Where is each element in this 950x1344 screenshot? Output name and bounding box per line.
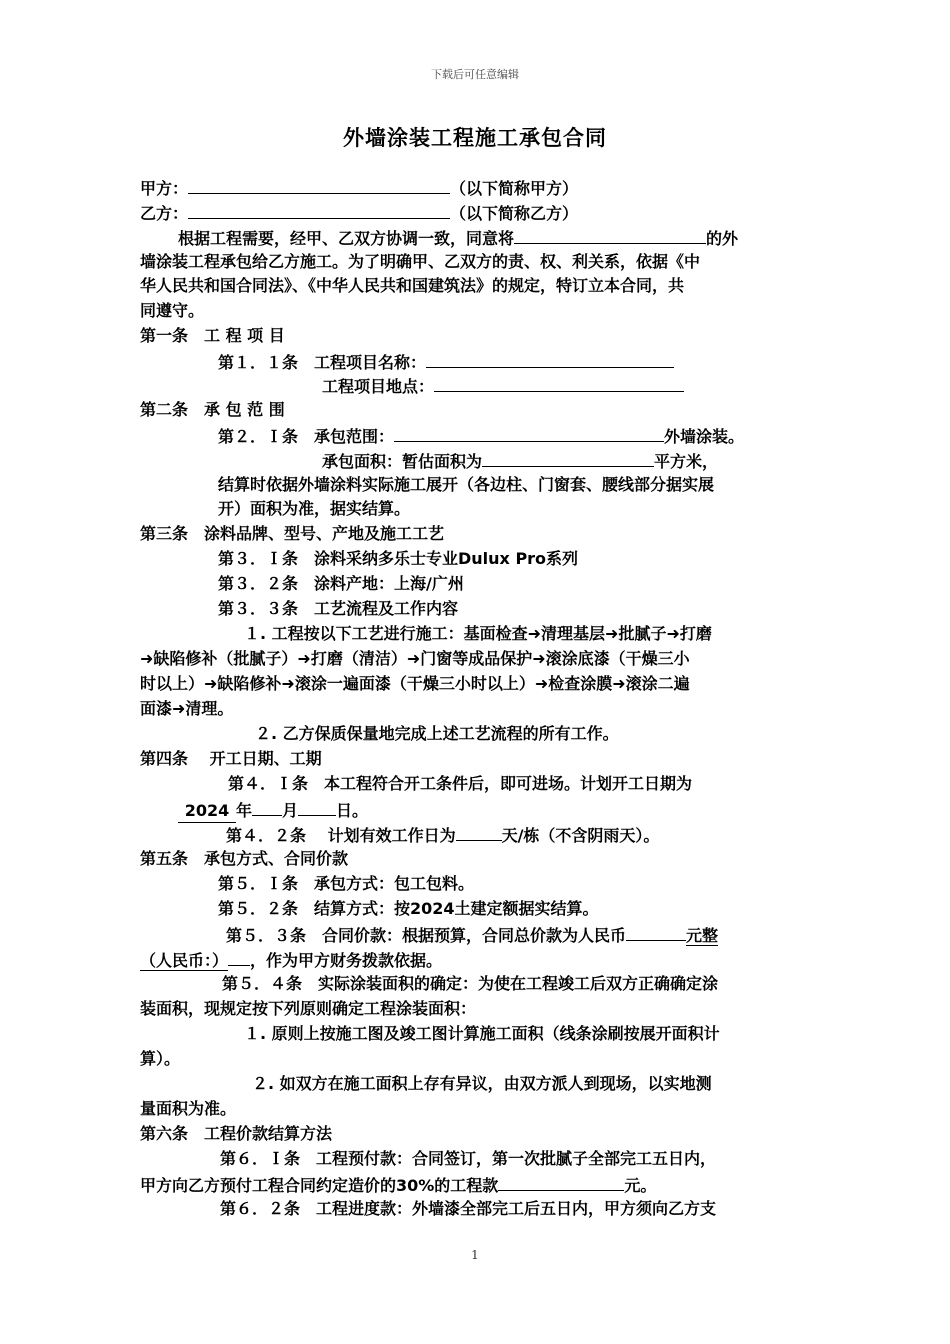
clause-6-1-line-1: 第６．Ｉ条 工程预付款：合同签订，第一次批腻子全部完工五日内， bbox=[220, 1149, 717, 1168]
clause-text: 平方米， bbox=[654, 452, 719, 471]
clause-6-1-line-2 bbox=[140, 1173, 656, 1195]
area-field[interactable] bbox=[482, 449, 654, 467]
intro-text: 的外 bbox=[706, 229, 739, 248]
project-name-field[interactable] bbox=[426, 350, 674, 368]
process-line-2: ➜缺陷修补（批腻子）➜打磨（清洁）➜门窗等成品保护➜滚涂底漆（干燥三小 bbox=[140, 649, 690, 668]
page-title: 外墙涂装工程施工承包合同 bbox=[343, 126, 607, 150]
yuan-zheng-label: 元整 bbox=[686, 926, 719, 945]
intro-line-3: 华人民共和国合同法》、《中华人民共和国建筑法》的规定，特订立本合同，共 bbox=[140, 276, 685, 295]
year-unit: 年 bbox=[236, 801, 253, 820]
party-a-line bbox=[140, 176, 578, 198]
rule-2-line-1: ２. 如双方在施工面积上存有异议，由双方派人到现场，以实地测 bbox=[252, 1074, 712, 1093]
clause-4-2 bbox=[226, 823, 659, 845]
clause-4-1: 第４．Ｉ条 本工程符合开工条件后，即可进场。计划开工日期为 bbox=[228, 774, 693, 793]
advance-payment-blank[interactable] bbox=[498, 1173, 624, 1191]
clause-3-2: 第３．２条 涂料产地：上海/广州 bbox=[218, 574, 464, 593]
clause-1-1-location bbox=[322, 374, 684, 396]
clause-text: 工程项目地点： bbox=[322, 377, 435, 396]
contract-price-blank[interactable] bbox=[626, 923, 686, 941]
scope-field[interactable] bbox=[394, 424, 664, 442]
clause-5-3-cont bbox=[140, 948, 442, 970]
clause-text: 外墙涂装。 bbox=[664, 427, 745, 446]
clause-text: ，作为甲方财务拨款依据。 bbox=[250, 951, 443, 970]
start-date-line bbox=[178, 798, 368, 820]
rule-1-line-1: １. 原则上按施工图及竣工图计算施工面积（线条涂刷按展开面积计 bbox=[244, 1024, 720, 1043]
clause-text: 元。 bbox=[624, 1176, 657, 1195]
article-5-heading: 第五条 承包方式、合同价款 bbox=[140, 849, 349, 868]
clause-5-3 bbox=[226, 923, 718, 945]
intro-line-4: 同遵守。 bbox=[140, 301, 205, 320]
day-unit: 日。 bbox=[336, 801, 369, 820]
rule-1-line-2: 算）。 bbox=[140, 1049, 181, 1068]
article-6-heading: 第六条 工程价款结算方法 bbox=[140, 1124, 333, 1143]
rmb-capital-blank[interactable] bbox=[228, 948, 250, 966]
article-2-heading: 第二条 承 包 范 围 bbox=[140, 400, 285, 419]
project-name-blank[interactable] bbox=[514, 226, 706, 244]
party-b-label: 乙方： bbox=[140, 204, 189, 223]
intro-line-2: 墙涂装工程承包给乙方施工。为了明确甲、乙双方的责、权、利关系，依据《中 bbox=[140, 252, 701, 271]
clause-text: 第４．２条 计划有效工作日为 bbox=[226, 826, 456, 845]
clause-text: 承包面积：暂估面积为 bbox=[322, 452, 483, 471]
clause-text: 第２．Ｉ条 承包范围： bbox=[218, 427, 395, 446]
clause-3-1: 第３．Ｉ条 涂料采纳多乐士专业Dulux Pro系列 bbox=[218, 549, 579, 568]
clause-5-4-line-1: 第５．４条 实际涂装面积的确定：为使在工程竣工后双方正确确定涂 bbox=[222, 974, 719, 993]
party-b-line bbox=[140, 201, 578, 223]
process-line-5: ２. 乙方保质保量地完成上述工艺流程的所有工作。 bbox=[255, 724, 619, 743]
start-year[interactable]: 2024 bbox=[178, 800, 236, 823]
clause-5-2: 第５．２条 结算方式：按2024土建定额据实结算。 bbox=[218, 899, 599, 918]
process-line-4: 面漆➜清理。 bbox=[140, 699, 234, 718]
clause-text: 天/栋（不含阴雨天）。 bbox=[501, 826, 660, 845]
rule-2-line-2: 量面积为准。 bbox=[140, 1099, 237, 1118]
intro-text: 根据工程需要，经甲、乙双方协调一致，同意将 bbox=[178, 229, 515, 248]
article-4-heading: 第四条 开工日期、工期 bbox=[140, 749, 322, 768]
rmb-capital-field[interactable]: （人民币：） bbox=[140, 951, 229, 970]
clause-2-1 bbox=[218, 424, 744, 446]
clause-text: 第１．１条 工程项目名称： bbox=[218, 353, 427, 372]
clause-1-1 bbox=[218, 350, 674, 372]
start-day-blank[interactable] bbox=[298, 798, 336, 816]
project-location-field[interactable] bbox=[434, 374, 684, 392]
clause-2-area bbox=[322, 449, 718, 471]
clause-6-2: 第６．２条 工程进度款：外墙漆全部完工后五日内，甲方须向乙方支 bbox=[220, 1199, 717, 1218]
party-b-suffix: （以下简称乙方） bbox=[450, 204, 579, 223]
party-b-blank[interactable] bbox=[188, 201, 450, 219]
header-note: 下载后可任意编辑 bbox=[431, 68, 519, 81]
page-number: 1 bbox=[471, 1248, 479, 1262]
intro-line-1 bbox=[178, 226, 738, 248]
party-a-blank[interactable] bbox=[188, 176, 450, 194]
article-3-heading: 第三条 涂料品牌、型号、产地及施工工艺 bbox=[140, 524, 445, 543]
party-a-label: 甲方： bbox=[140, 179, 189, 198]
clause-text: 甲方向乙方预付工程合同约定造价的30%的工程款 bbox=[140, 1176, 499, 1195]
clause-5-1: 第５．Ｉ条 承包方式：包工包料。 bbox=[218, 874, 475, 893]
article-1-heading: 第一条 工 程 项 目 bbox=[140, 326, 285, 345]
clause-2-text-1: 结算时依据外墙涂料实际施工展开（各边柱、门窗套、腰线部分据实展 bbox=[218, 475, 715, 494]
clause-3-3: 第３．３条 工艺流程及工作内容 bbox=[218, 599, 459, 618]
party-a-suffix: （以下简称甲方） bbox=[450, 179, 579, 198]
start-month-blank[interactable] bbox=[252, 798, 282, 816]
clause-5-4-line-2: 装面积，现规定按下列原则确定工程涂装面积： bbox=[140, 999, 477, 1018]
process-line-3: 时以上）➜缺陷修补➜滚涂一遍面漆（干燥三小时以上）➜检查涂膜➜滚涂二遍 bbox=[140, 674, 690, 693]
workdays-blank[interactable] bbox=[456, 823, 502, 841]
month-unit: 月 bbox=[282, 801, 299, 820]
process-line-1: １. 工程按以下工艺进行施工：基面检查➜清理基层➜批腻子➜打磨 bbox=[244, 624, 712, 643]
clause-2-text-2: 开）面积为准，据实结算。 bbox=[218, 499, 411, 518]
clause-text: 第５．３条 合同价款：根据预算，合同总价款为人民币 bbox=[226, 926, 627, 945]
